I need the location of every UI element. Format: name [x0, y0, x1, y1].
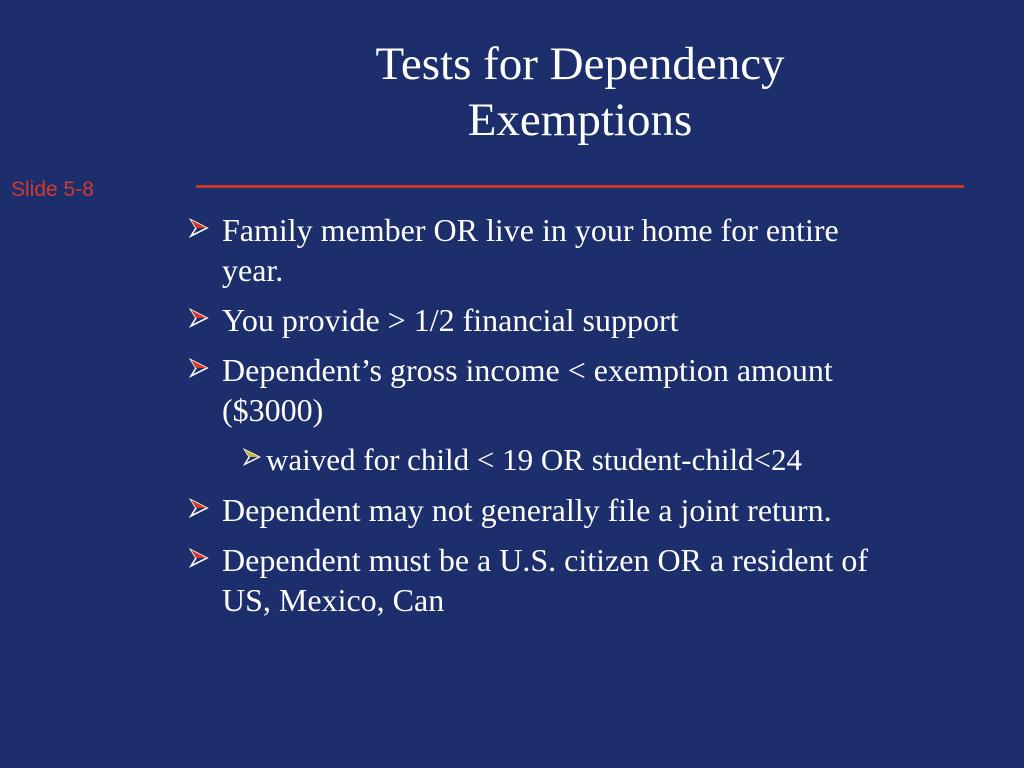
sub-bullet-item	[242, 440, 888, 480]
bullet-item	[188, 540, 888, 620]
bullet-item	[188, 210, 888, 290]
arrow-bullet-icon	[242, 440, 266, 467]
bullet-list	[188, 210, 888, 630]
arrow-bullet-icon	[188, 490, 222, 519]
arrow-bullet-icon	[188, 350, 222, 379]
bullet-text: You provide > 1/2 financial support	[222, 302, 679, 338]
arrow-bullet-icon	[188, 210, 222, 239]
bullet-item	[188, 490, 888, 530]
slide-title	[200, 36, 960, 148]
slide-title-line-1: Tests for Dependency	[375, 38, 785, 90]
slide-title-line-2: Exemptions	[467, 94, 693, 146]
bullet-item	[188, 300, 888, 340]
title-divider	[196, 185, 964, 188]
bullet-item	[188, 350, 888, 430]
bullet-text: Dependent must be a U.S. citizen OR a resident of US, Mexico, Can	[222, 542, 869, 618]
arrow-bullet-icon	[188, 540, 222, 569]
sub-bullet-text: waived for child < 19 OR student-child<24	[266, 442, 803, 477]
bullet-text: Dependent’s gross income < exemption amount ($3000)	[222, 352, 833, 428]
bullet-text: Family member OR live in your home for entire year.	[222, 212, 839, 288]
bullet-text: Dependent may not generally file a joint return.	[222, 492, 832, 528]
arrow-bullet-icon	[188, 300, 222, 329]
slide-number: Slide 5-8	[11, 178, 94, 201]
